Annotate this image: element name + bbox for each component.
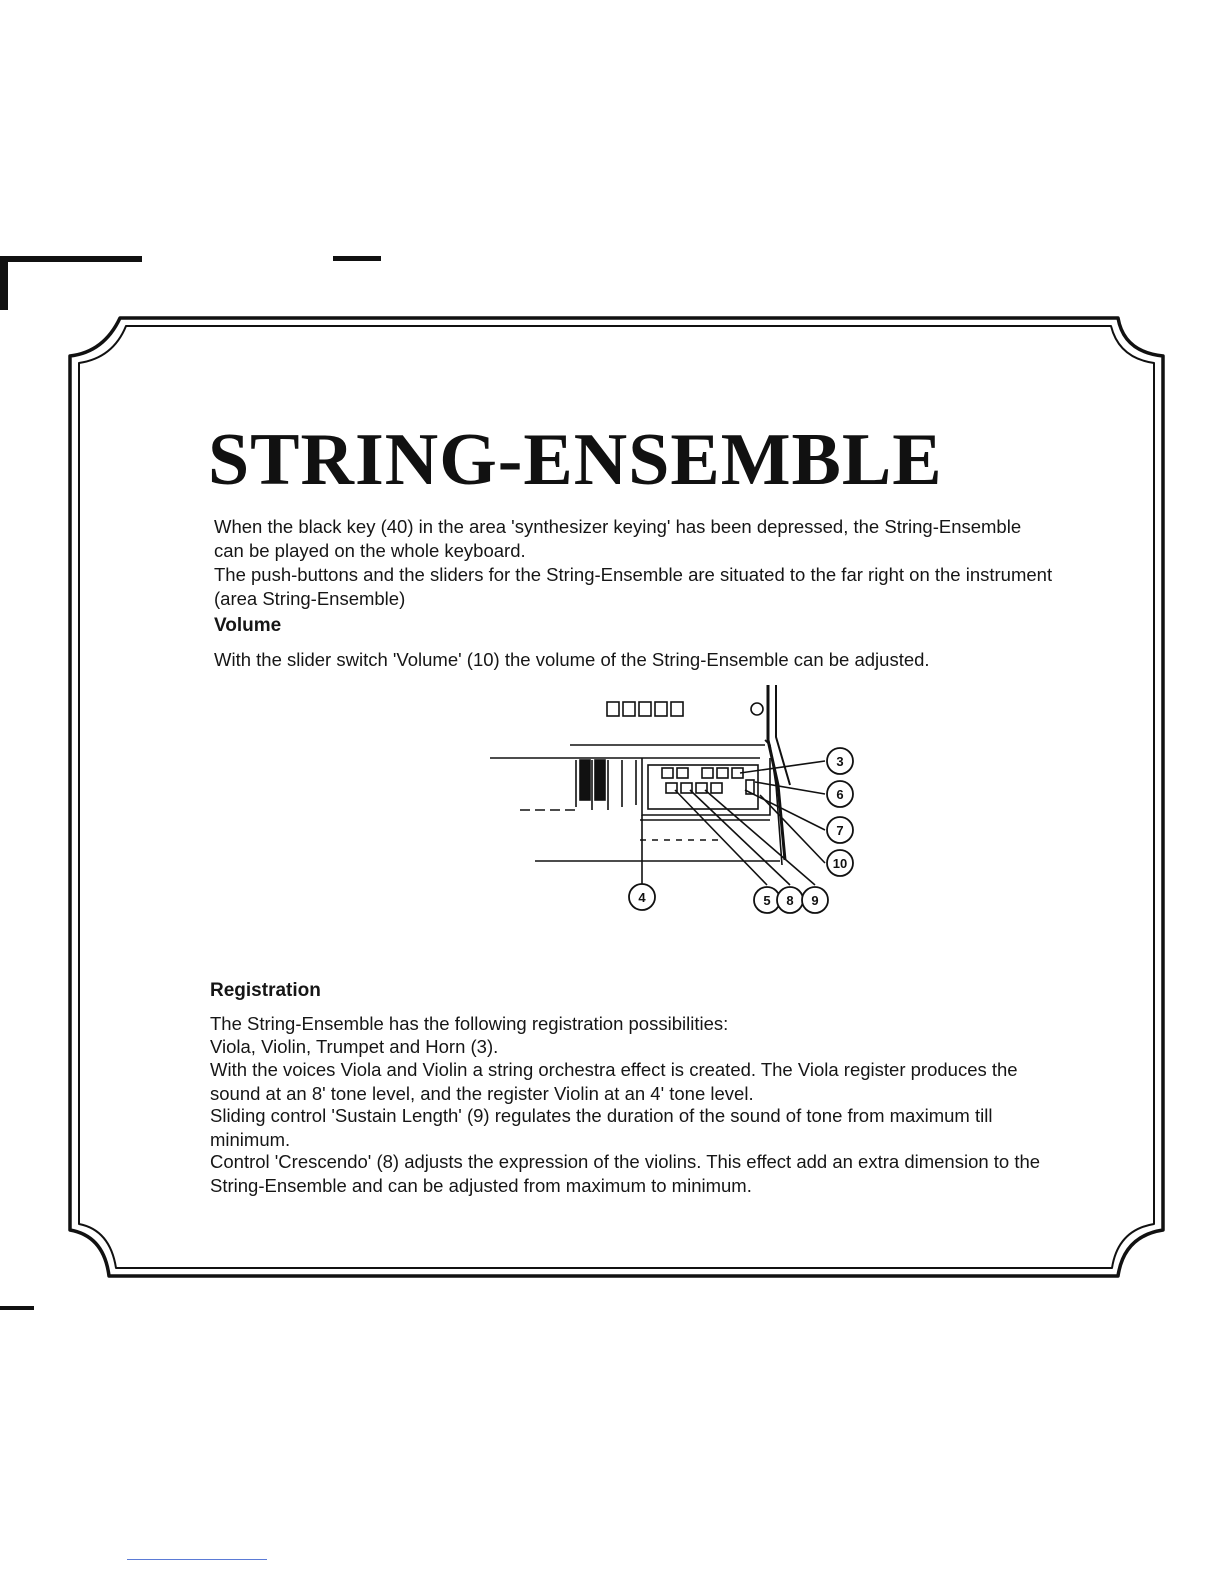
upper-button bbox=[623, 702, 635, 716]
callout-5: 5 bbox=[763, 893, 771, 908]
string-ensemble-panel-diagram bbox=[480, 685, 880, 935]
callout-9: 9 bbox=[811, 893, 819, 908]
callout-6: 6 bbox=[836, 787, 844, 802]
upper-knob bbox=[751, 703, 763, 715]
black-key bbox=[595, 760, 605, 800]
page-title: STRING-ENSEMBLE bbox=[208, 419, 943, 501]
intro-paragraph-1: When the black key (40) in the area 'synthesizer keying' has been depressed, the String-Ensemble can be played on the whole keyboard. bbox=[214, 516, 1022, 561]
registration-line-3: With the voices Viola and Violin a string orchestra effect is created. The Viola register produces the sound at an 8' tone level, and the register Violin at an 4' tone level. bbox=[210, 1059, 1018, 1104]
volume-heading: Volume bbox=[214, 615, 282, 636]
registration-line-2: Viola, Violin, Trumpet and Horn (3). bbox=[210, 1036, 499, 1057]
registration-line-4: Sliding control 'Sustain Length' (9) regulates the duration of the sound of tone from maximum till minimum. bbox=[210, 1105, 993, 1150]
registration-line-5: Control 'Crescendo' (8) adjusts the expression of the violins. This effect add an extra dimension to the String-Ensemble and can be adjusted from maximum to minimum. bbox=[210, 1151, 1041, 1196]
volume-text: With the slider switch 'Volume' (10) the volume of the String-Ensemble can be adjusted. bbox=[214, 649, 930, 670]
upper-button bbox=[671, 702, 683, 716]
upper-button bbox=[607, 702, 619, 716]
callout-3: 3 bbox=[836, 754, 844, 769]
registration-line-1: The String-Ensemble has the following registration possibilities: bbox=[210, 1013, 729, 1034]
callout-8: 8 bbox=[786, 893, 794, 908]
callout-4: 4 bbox=[638, 890, 646, 905]
black-key bbox=[580, 760, 590, 800]
upper-button bbox=[655, 702, 667, 716]
callout-10: 10 bbox=[832, 856, 848, 871]
registration-heading: Registration bbox=[210, 980, 321, 1001]
intro-paragraph-2: The push-buttons and the sliders for the String-Ensemble are situated to the far right on the instrument (area String-Ensemble) bbox=[214, 564, 1053, 609]
upper-button bbox=[639, 702, 651, 716]
callout-7: 7 bbox=[836, 823, 844, 838]
